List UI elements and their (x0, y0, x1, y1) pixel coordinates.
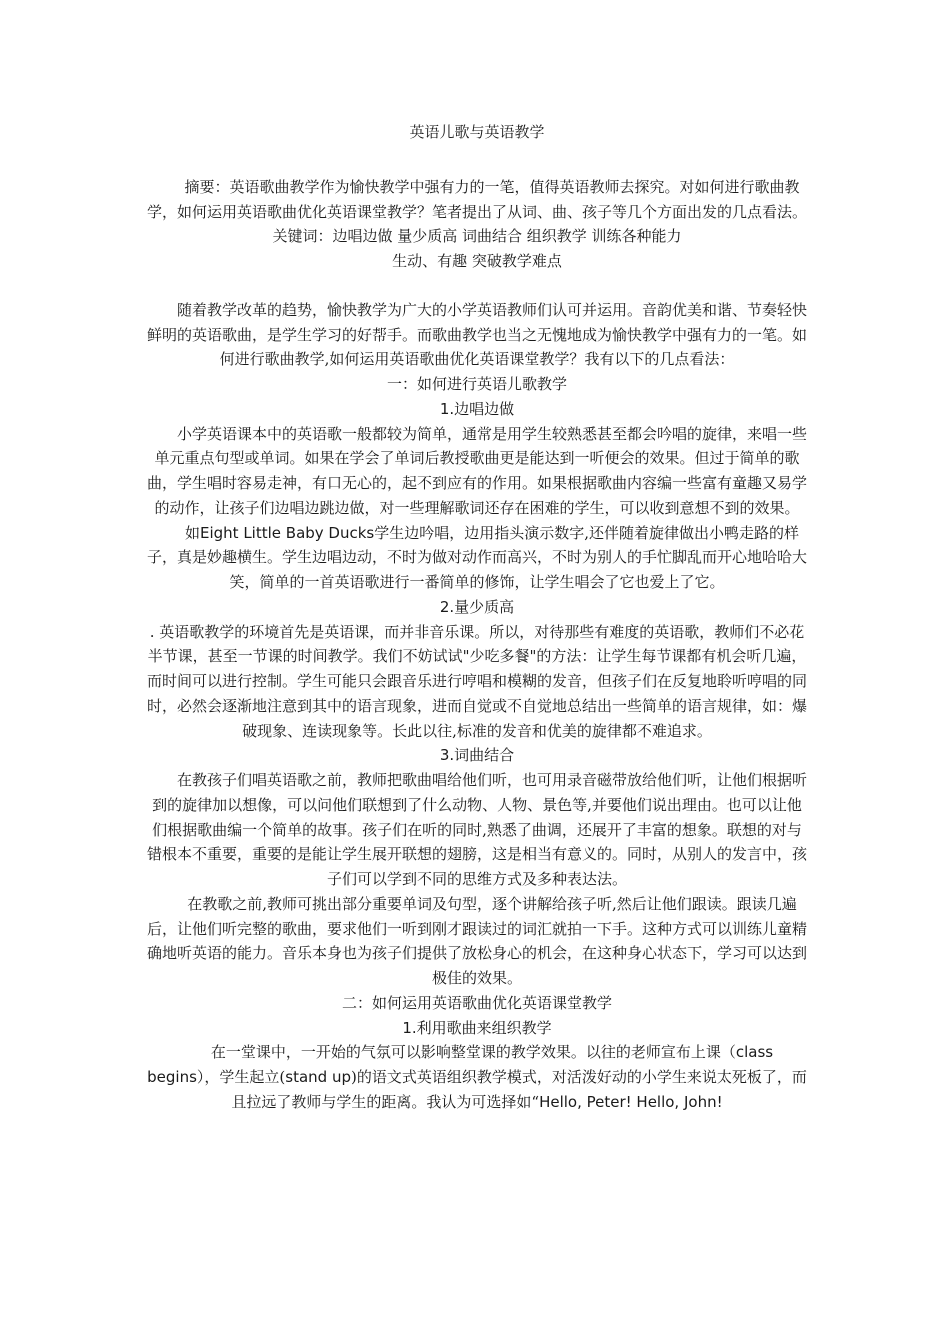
paragraph-1-3-b: 在教歌之前,教师可挑出部分重要单词及句型，逐个讲解给孩子听,然后让他们跟读。跟读几遍后，让他们听完整的歌曲，要求他们一听到刚才跟读过的词汇就拍一下手。这种方式可以训练儿童精确地听英语的能力。音乐本身也为孩子们提供了放松身心的机会，在这种身心状态下，学习可以达到极佳的效果。 (146, 894, 807, 987)
subheading-2-1 (145, 1016, 809, 1041)
text-run: 在一堂课中，一开始的气氛可以影响整堂课的教学效果。以往的老师宣布上课（ (210, 1043, 736, 1062)
subheading-number: 3. (439, 746, 455, 765)
subheading-title: 量少质高 (454, 597, 515, 616)
paragraph-2-1 (145, 1040, 809, 1114)
subheading-title: 词曲结合 (454, 746, 515, 765)
document-page (145, 120, 809, 1115)
doc-title: 英语儿歌与英语教学 (409, 123, 545, 141)
section-1-heading: 一：如何进行英语儿歌教学 (386, 375, 567, 393)
english-phrase: stand up (285, 1068, 351, 1086)
paragraph-1-1-b (145, 521, 809, 595)
text-run: 学生边吟唱，边用指头演示数字,还伴随着旋律做出小鸭走路的样子，真是妙趣横生。学生边唱边动，不时为做对动作而高兴，不时为别人的手忙脚乱而开心地哈哈大笑，简单的一首英语歌进行一番简单的修饰，让学生唱会了它也爱上了它。 (146, 523, 807, 591)
abstract: 摘要：英语歌曲教学作为愉快教学中强有力的一笔，值得英语教师去探究。对如何进行歌曲教学，如何运用英语歌曲优化英语课堂教学？笔者提出了从词、曲、孩子等几个方面出发的几点看法。 (146, 177, 807, 221)
text-run: )的语文式英语组织教学模式，对活泼好动的小学生来说太死板了，而且拉远了教师与学生的距离。我认为可选择如“ (231, 1068, 807, 1111)
subheading-number: 2. (439, 597, 455, 616)
section-2-heading: 二：如何运用英语歌曲优化英语课堂教学 (341, 993, 612, 1012)
subheading-number: 1. (402, 1018, 417, 1037)
keywords-line-2: 生动、有趣 突破教学难点 (392, 252, 562, 270)
subheading-title: 边唱边做 (454, 399, 515, 418)
subheading-1-1 (145, 397, 809, 422)
subheading-1-3 (145, 743, 809, 768)
keywords-line-1: 关键词：边唱边做 量少质高 词曲结合 组织教学 训练各种能力 (272, 227, 682, 246)
text-run: 如 (184, 523, 200, 542)
intro-paragraph: 随着教学改革的趋势，愉快教学为广大的小学英语教师们认可并运用。音韵优美和谐、节奏轻快鲜明的英语歌曲，是学生学习的好帮手。而歌曲教学也当之无愧地成为愉快教学中强有力的一笔。如何进行歌曲教学,如何运用英语歌曲优化英语课堂教学？我有以下的几点看法： (146, 300, 807, 369)
english-phrase: Hello, Peter! Hello, John! (539, 1092, 723, 1111)
subheading-title: 利用歌曲来组织教学 (416, 1018, 552, 1037)
english-phrase: class begins (147, 1043, 774, 1086)
paragraph-1-3-a: 在教孩子们唱英语歌之前，教师把歌曲唱给他们听，也可用录音磁带放给他们听，让他们根据听到的旋律加以想像，可以问他们联想到了什么动物、人物、景色等,并要他们说出理由。也可以让他们根据歌曲编一个简单的故事。孩子们在听的同时,熟悉了曲调，还展开了丰富的想象。联想的对与错根本不重要，重要的是能让学生展开联想的翅膀，这是相当有意义的。同时，从别人的发言中，孩子们可以学到不同的思维方式及多种表达法。 (146, 771, 807, 888)
subheading-number: 1. (439, 399, 455, 418)
text-run: ），学生起立( (196, 1068, 286, 1086)
paragraph-1-1-a: 小学英语课本中的英语歌一般都较为简单，通常是用学生较熟悉甚至都会吟唱的旋律，来唱一些单元重点句型或单词。如果在学会了单词后教授歌曲更是能达到一听便会的效果。但过于简单的歌曲，学生唱时容易走神，有口无心的，起不到应有的作用。如果根据歌曲内容编一些富有童趣又易学的动作，让孩子们边唱边跳边做，对一些理解歌词还存在困难的学生，可以收到意想不到的效果。 (146, 424, 807, 517)
paragraph-1-2: . 英语歌教学的环境首先是英语课，而并非音乐课。所以，对待那些有难度的英语歌，教师们不必花半节课，甚至一节课的时间教学。我们不妨试试"少吃多餐"的方法：让学生每节课都有机会听几遍，而时间可以进行控制。学生可能只会跟音乐进行哼唱和模糊的发音，但孩子们在反复地聆听哼唱的同时，必然会逐渐地注意到其中的语言现象，进而自觉或不自觉地总结出一些简单的语言规律，如：爆破现象、连读现象等。长此以往,标准的发音和优美的旋律都不难追求。 (146, 622, 807, 740)
subheading-1-2 (145, 595, 809, 620)
spacer (145, 274, 809, 298)
song-title: Eight Little Baby Ducks (200, 523, 375, 542)
